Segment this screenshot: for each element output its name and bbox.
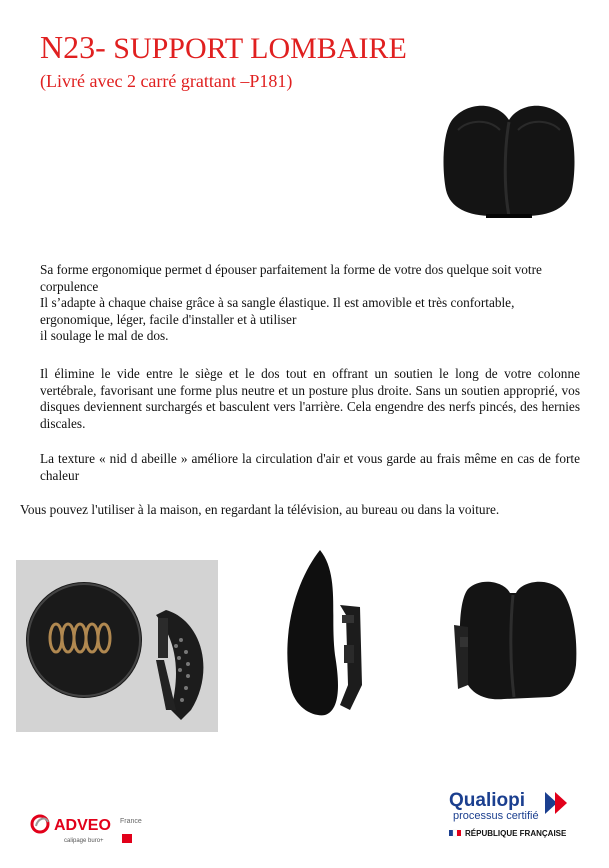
qualiopi-sub: processus certifié xyxy=(453,810,539,822)
product-image-spring-detail xyxy=(16,560,218,732)
qualiopi-name: Qualiopi xyxy=(449,790,525,811)
paragraph-line: Il s’adapte à chaque chaise grâce à sa sangle élastique. Il est amovible et très confortable, ergonomique, léger, facile d'installer et à utiliser xyxy=(40,295,515,327)
product-code: N23- xyxy=(40,29,106,65)
paragraph-texture: La texture « nid d abeille » améliore la circulation d'air et vous garde au frais même en cas de forte chaleur xyxy=(40,451,580,483)
paragraph-ergonomics xyxy=(40,262,580,345)
paragraph-usage: Vous pouvez l'utiliser à la maison, en regardant la télévision, au bureau ou dans la voiture. xyxy=(20,502,500,517)
republique-francaise: RÉPUBLIQUE FRANÇAISE xyxy=(465,829,567,838)
adveo-logo xyxy=(30,808,160,848)
paragraph-line: Sa forme ergonomique permet d épouser parfaitement la forme de votre dos quelque soit votre corpulence xyxy=(40,262,542,294)
adveo-sub: calipage buro+ xyxy=(64,838,104,844)
paragraph-line: il soulage le mal de dos. xyxy=(40,328,169,343)
product-image-front-top xyxy=(438,90,580,232)
product-image-three-quarter xyxy=(432,565,582,715)
paragraph-spine-support: Il élimine le vide entre le siège et le dos tout en offrant un soutien le long de votre colonne vertébrale, favorisant une forme plus neutre et un posture plus droite. Sans un soutien approprié, vos disques deviennent surchargés et basculent vers l'arrière. Cela engendre des nerfs pincés, des hernies discales. xyxy=(40,366,580,431)
product-title xyxy=(40,30,407,66)
product-subtitle: (Livré avec 2 carré grattant –P181) xyxy=(40,71,293,91)
product-name: SUPPORT LOMBAIRE xyxy=(105,32,407,65)
adveo-country: France xyxy=(120,818,142,825)
qualiopi-logo xyxy=(445,786,595,846)
adveo-name: ADVEO xyxy=(54,817,111,834)
product-image-side xyxy=(270,545,380,720)
